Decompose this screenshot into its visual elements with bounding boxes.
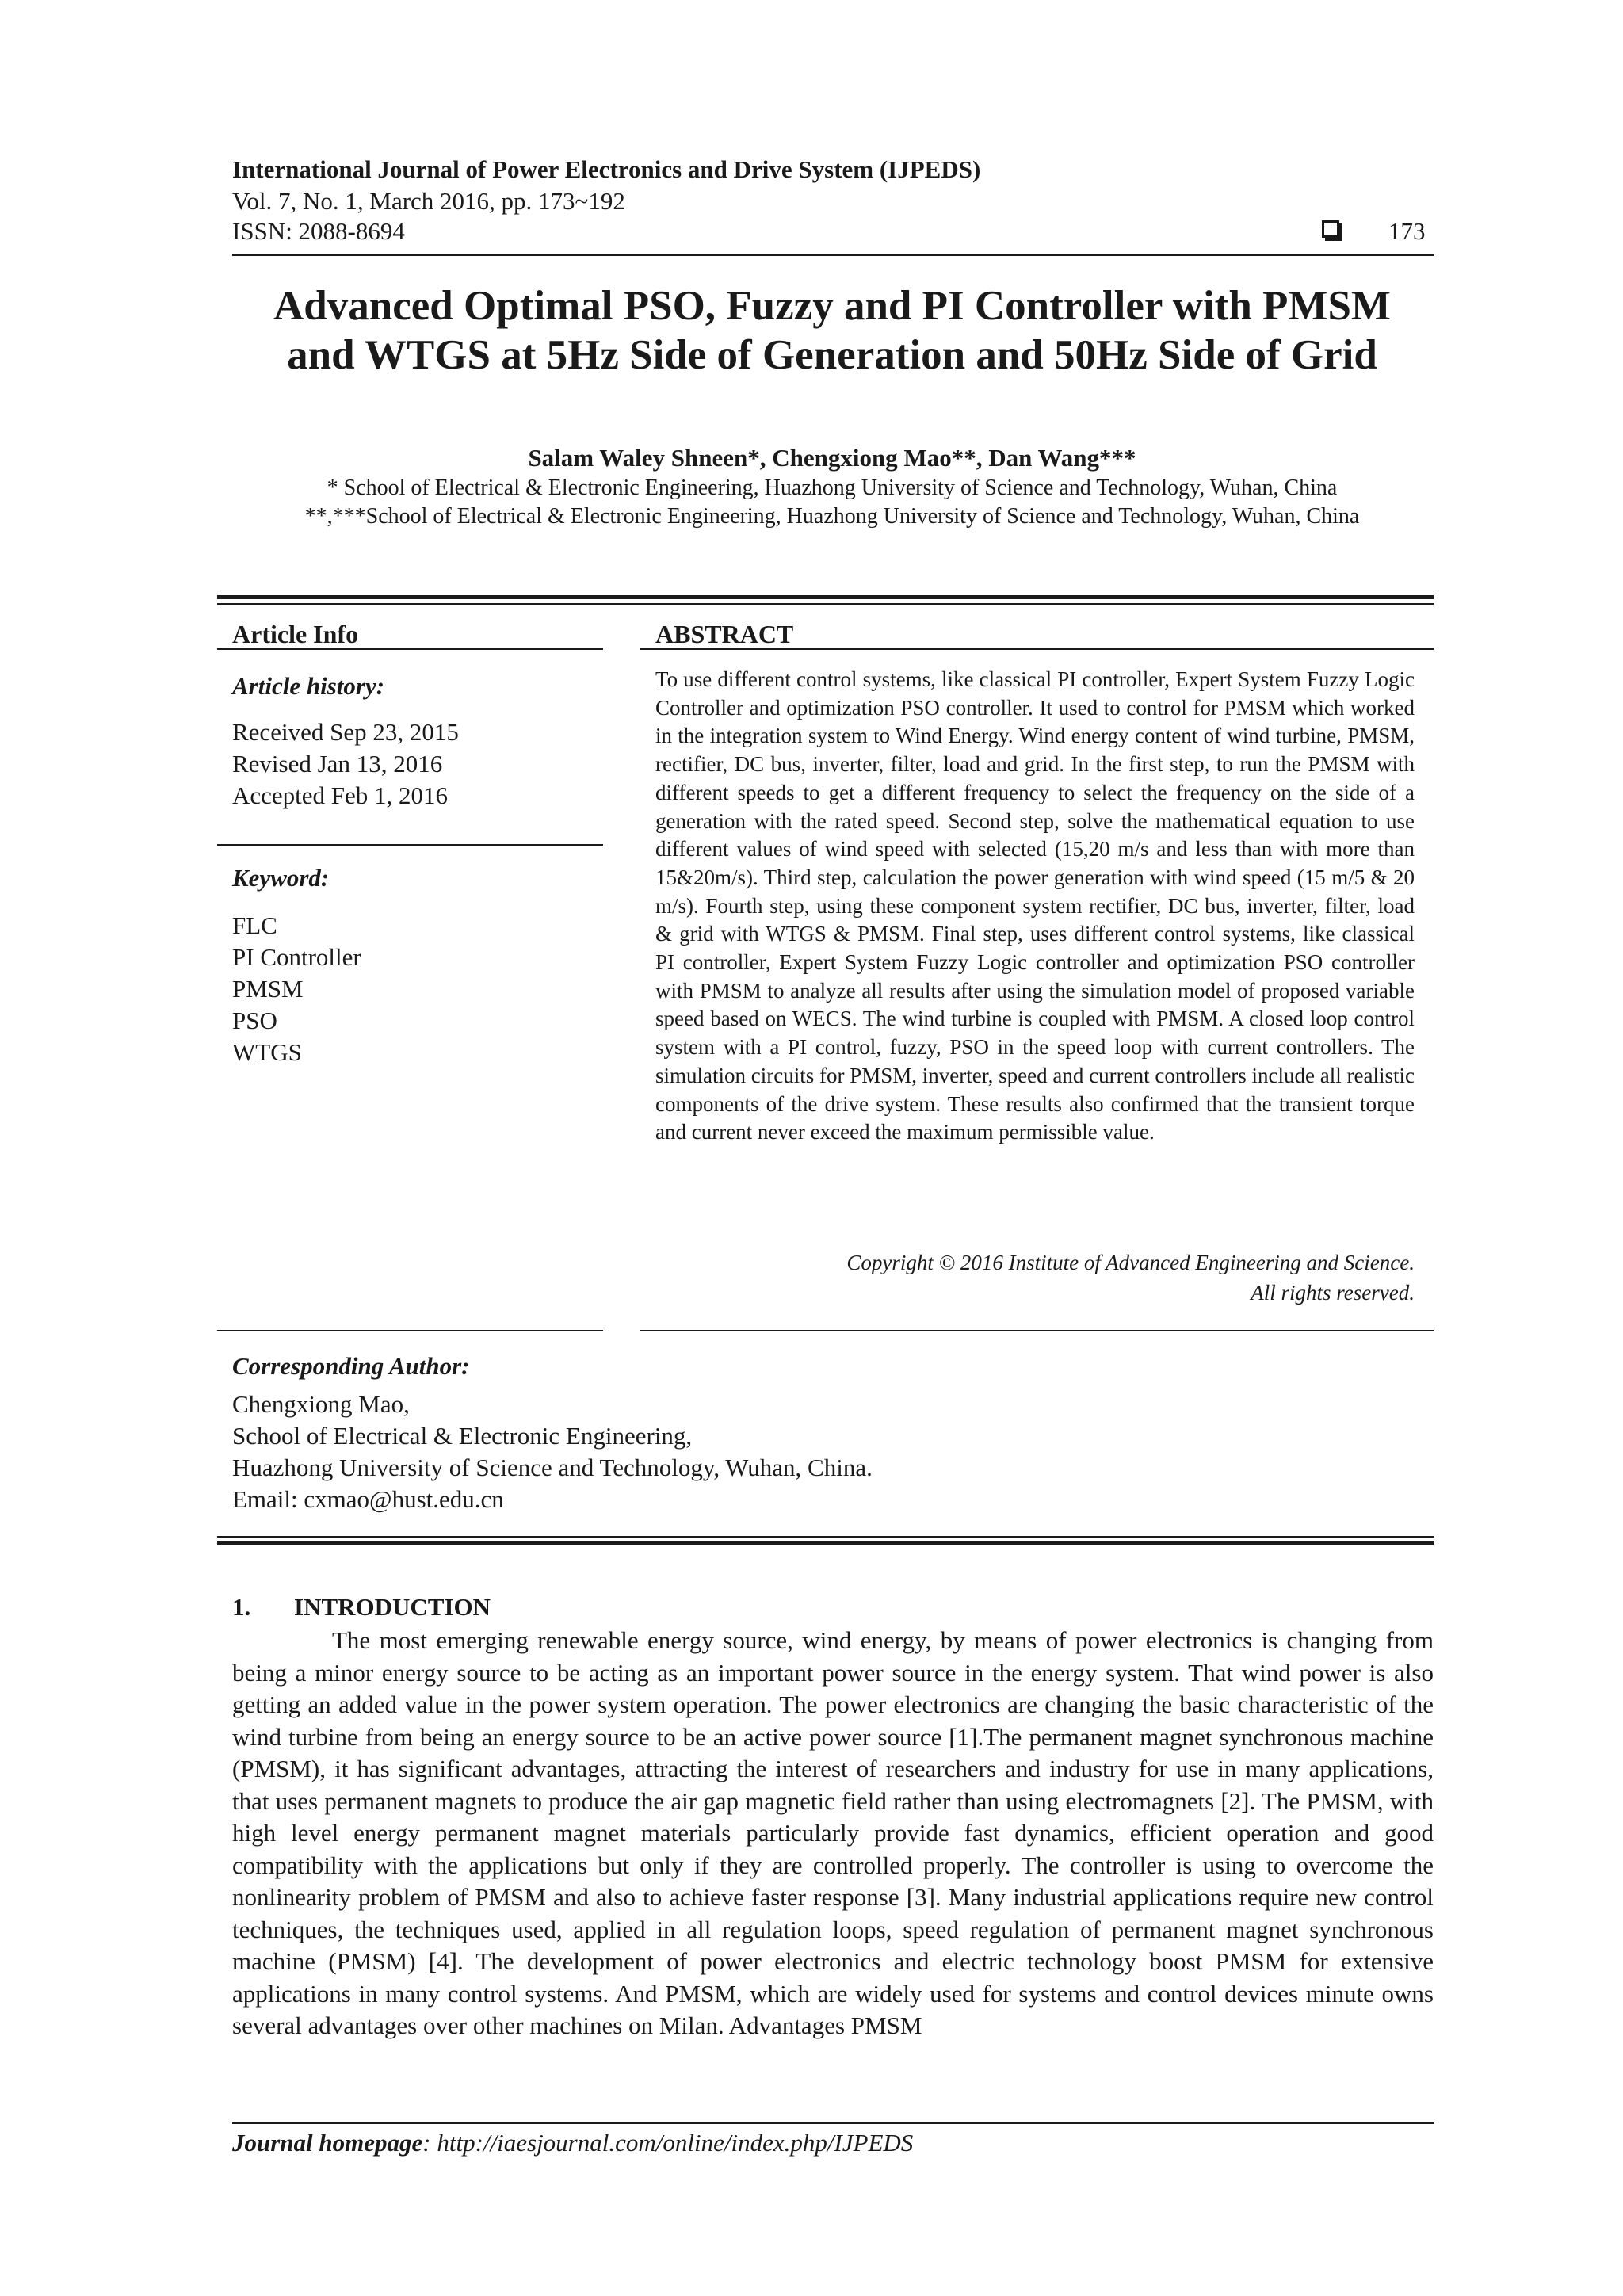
accepted-date: Accepted Feb 1, 2016	[232, 781, 449, 809]
journal-title: International Journal of Power Electronics and Drive System (IJPEDS)	[232, 155, 981, 183]
corresponding-university: Huazhong University of Science and Technology, Wuhan, China.	[232, 1454, 873, 1481]
info-box-top-rule	[217, 595, 1434, 599]
paper-title	[158, 281, 1506, 380]
keyword-item: WTGS	[232, 1038, 302, 1066]
keyword-item: FLC	[232, 911, 277, 939]
section-number: 1.	[232, 1593, 251, 1621]
affiliation-2: **,***School of Electrical & Electronic Engineering, Huazhong University of Science and Technology, Wuhan, China	[304, 504, 1360, 529]
corresponding-school: School of Electrical & Electronic Engineering,	[232, 1422, 693, 1450]
journal-homepage	[232, 2129, 913, 2157]
info-box-bottom-rule	[217, 1541, 1434, 1545]
corresponding-author-details	[232, 1389, 873, 1515]
info-box-top-rule-inner	[217, 603, 1434, 605]
journal-issn: ISSN: 2088-8694	[232, 217, 405, 245]
keyword-item: PI Controller	[232, 943, 361, 971]
journal-volume-info: Vol. 7, No. 1, March 2016, pp. 173~192	[232, 187, 625, 215]
keyword-label: Keyword:	[232, 864, 330, 892]
revised-date: Revised Jan 13, 2016	[232, 750, 443, 777]
paper-title-line-2: and WTGS at 5Hz Side of Generation and 50Hz Side of Grid	[287, 332, 1377, 378]
article-history-label: Article history:	[232, 672, 385, 700]
copyright-line-2: All rights reserved.	[1251, 1281, 1415, 1305]
section-title: INTRODUCTION	[294, 1593, 491, 1621]
history-rule	[217, 844, 603, 846]
article-info-rule	[217, 648, 603, 650]
copyright	[655, 1247, 1415, 1308]
corresponding-name: Chengxiong Mao,	[232, 1390, 410, 1418]
abstract-body: To use different control systems, like classical PI controller, Expert System Fuzzy Logic Controller and optimization PSO controller. It used to control for PMSM which worked in the integration system to Wind Energy. Wind energy content of wind turbine, PMSM, rectifier, DC bus, inverter, filter, load and grid. In the first step, to run the PMSM with different speeds to get a different frequency to select the frequency on the side of a generation with the rated speed. Second step, solve the mathematical equation to use different values of wind speed with selected (15,20 m/s and less than with more than 15&20m/s). Third step, calculation the power generation with wind speed (15 m/5 & 20 m/s). Fourth step, using these component system rectifier, DC bus, inverter, filter, load & grid with WTGS & PMSM. Final step, uses different control systems, like classical PI controller, Expert System Fuzzy Logic controller and optimization PSO controller with PMSM to analyze all results after using the simulation model of proposed variable speed based on WECS. The wind turbine is coupled with PMSM. A closed loop control system with a PI control, fuzzy, PSO in the speed loop with current controllers. The simulation circuits for PMSM, inverter, speed and current controllers include all realistic components of the drive system. These results also confirmed that the transient torque and current never exceed the maximum permissible value.	[655, 667, 1415, 1144]
corresponding-email: Email: cxmao@hust.edu.cn	[232, 1485, 504, 1513]
keyword-item: PMSM	[232, 975, 304, 1003]
page-number: 173	[1388, 217, 1426, 245]
received-date: Received Sep 23, 2015	[232, 718, 459, 746]
corresponding-author-label: Corresponding Author:	[232, 1352, 470, 1380]
checkbox-square-icon	[1322, 220, 1339, 238]
journal-homepage-label: Journal homepage	[232, 2129, 423, 2157]
info-box-bottom-rule-inner	[217, 1536, 1434, 1538]
introduction-body	[232, 1625, 1434, 2042]
abstract-rule	[640, 648, 1434, 650]
article-history	[232, 716, 459, 812]
article-info-heading: Article Info	[232, 620, 359, 648]
right-column-bottom-rule	[640, 1330, 1434, 1331]
header-rule	[232, 254, 1434, 256]
left-column-bottom-rule	[217, 1330, 603, 1331]
abstract-heading: ABSTRACT	[655, 620, 794, 648]
copyright-line-1: Copyright © 2016 Institute of Advanced Engineering and Science.	[846, 1251, 1415, 1274]
footer-rule	[232, 2122, 1434, 2124]
journal-homepage-link[interactable]: : http://iaesjournal.com/online/index.php/IJPEDS	[422, 2129, 914, 2157]
keyword-item: PSO	[232, 1007, 277, 1034]
affiliation-1: * School of Electrical & Electronic Engineering, Huazhong University of Science and Technology, Wuhan, China	[327, 476, 1338, 500]
introduction-heading	[232, 1593, 491, 1622]
authors: Salam Waley Shneen*, Chengxiong Mao**, Dan Wang***	[528, 444, 1136, 472]
paper-title-line-1: Advanced Optimal PSO, Fuzzy and PI Controller with PMSM	[273, 283, 1391, 329]
keyword-list	[232, 910, 361, 1068]
introduction-text: The most emerging renewable energy source, wind energy, by means of power electronics is changing from being a minor energy source to be acting as an important power source in the energy system. That wind power is also getting an added value in the power system operation. The power electronics are changing the basic characteristic of the wind turbine from being an energy source to be an active power source [1].The permanent magnet synchronous machine (PMSM), it has significant advantages, attracting the interest of researchers and industry for use in many applications, that uses permanent magnets to produce the air gap magnetic field rather than using electromagnets [2]. The PMSM, with high level energy permanent magnet materials particularly provide fast dynamics, efficient operation and good compatibility with the applications but only if they are controlled properly. The controller is using to overcome the nonlinearity problem of PMSM and also to achieve faster response [3]. Many industrial applications require new control techniques, the techniques used, applied in all regulation loops, speed regulation of permanent magnet synchronous machine (PMSM) [4]. The development of power electronics and electric technology boost PMSM for extensive applications in many control systems. And PMSM, which are widely used for systems and control devices minute owns several advantages over other machines on Milan. Advantages PMSM	[232, 1626, 1434, 2039]
